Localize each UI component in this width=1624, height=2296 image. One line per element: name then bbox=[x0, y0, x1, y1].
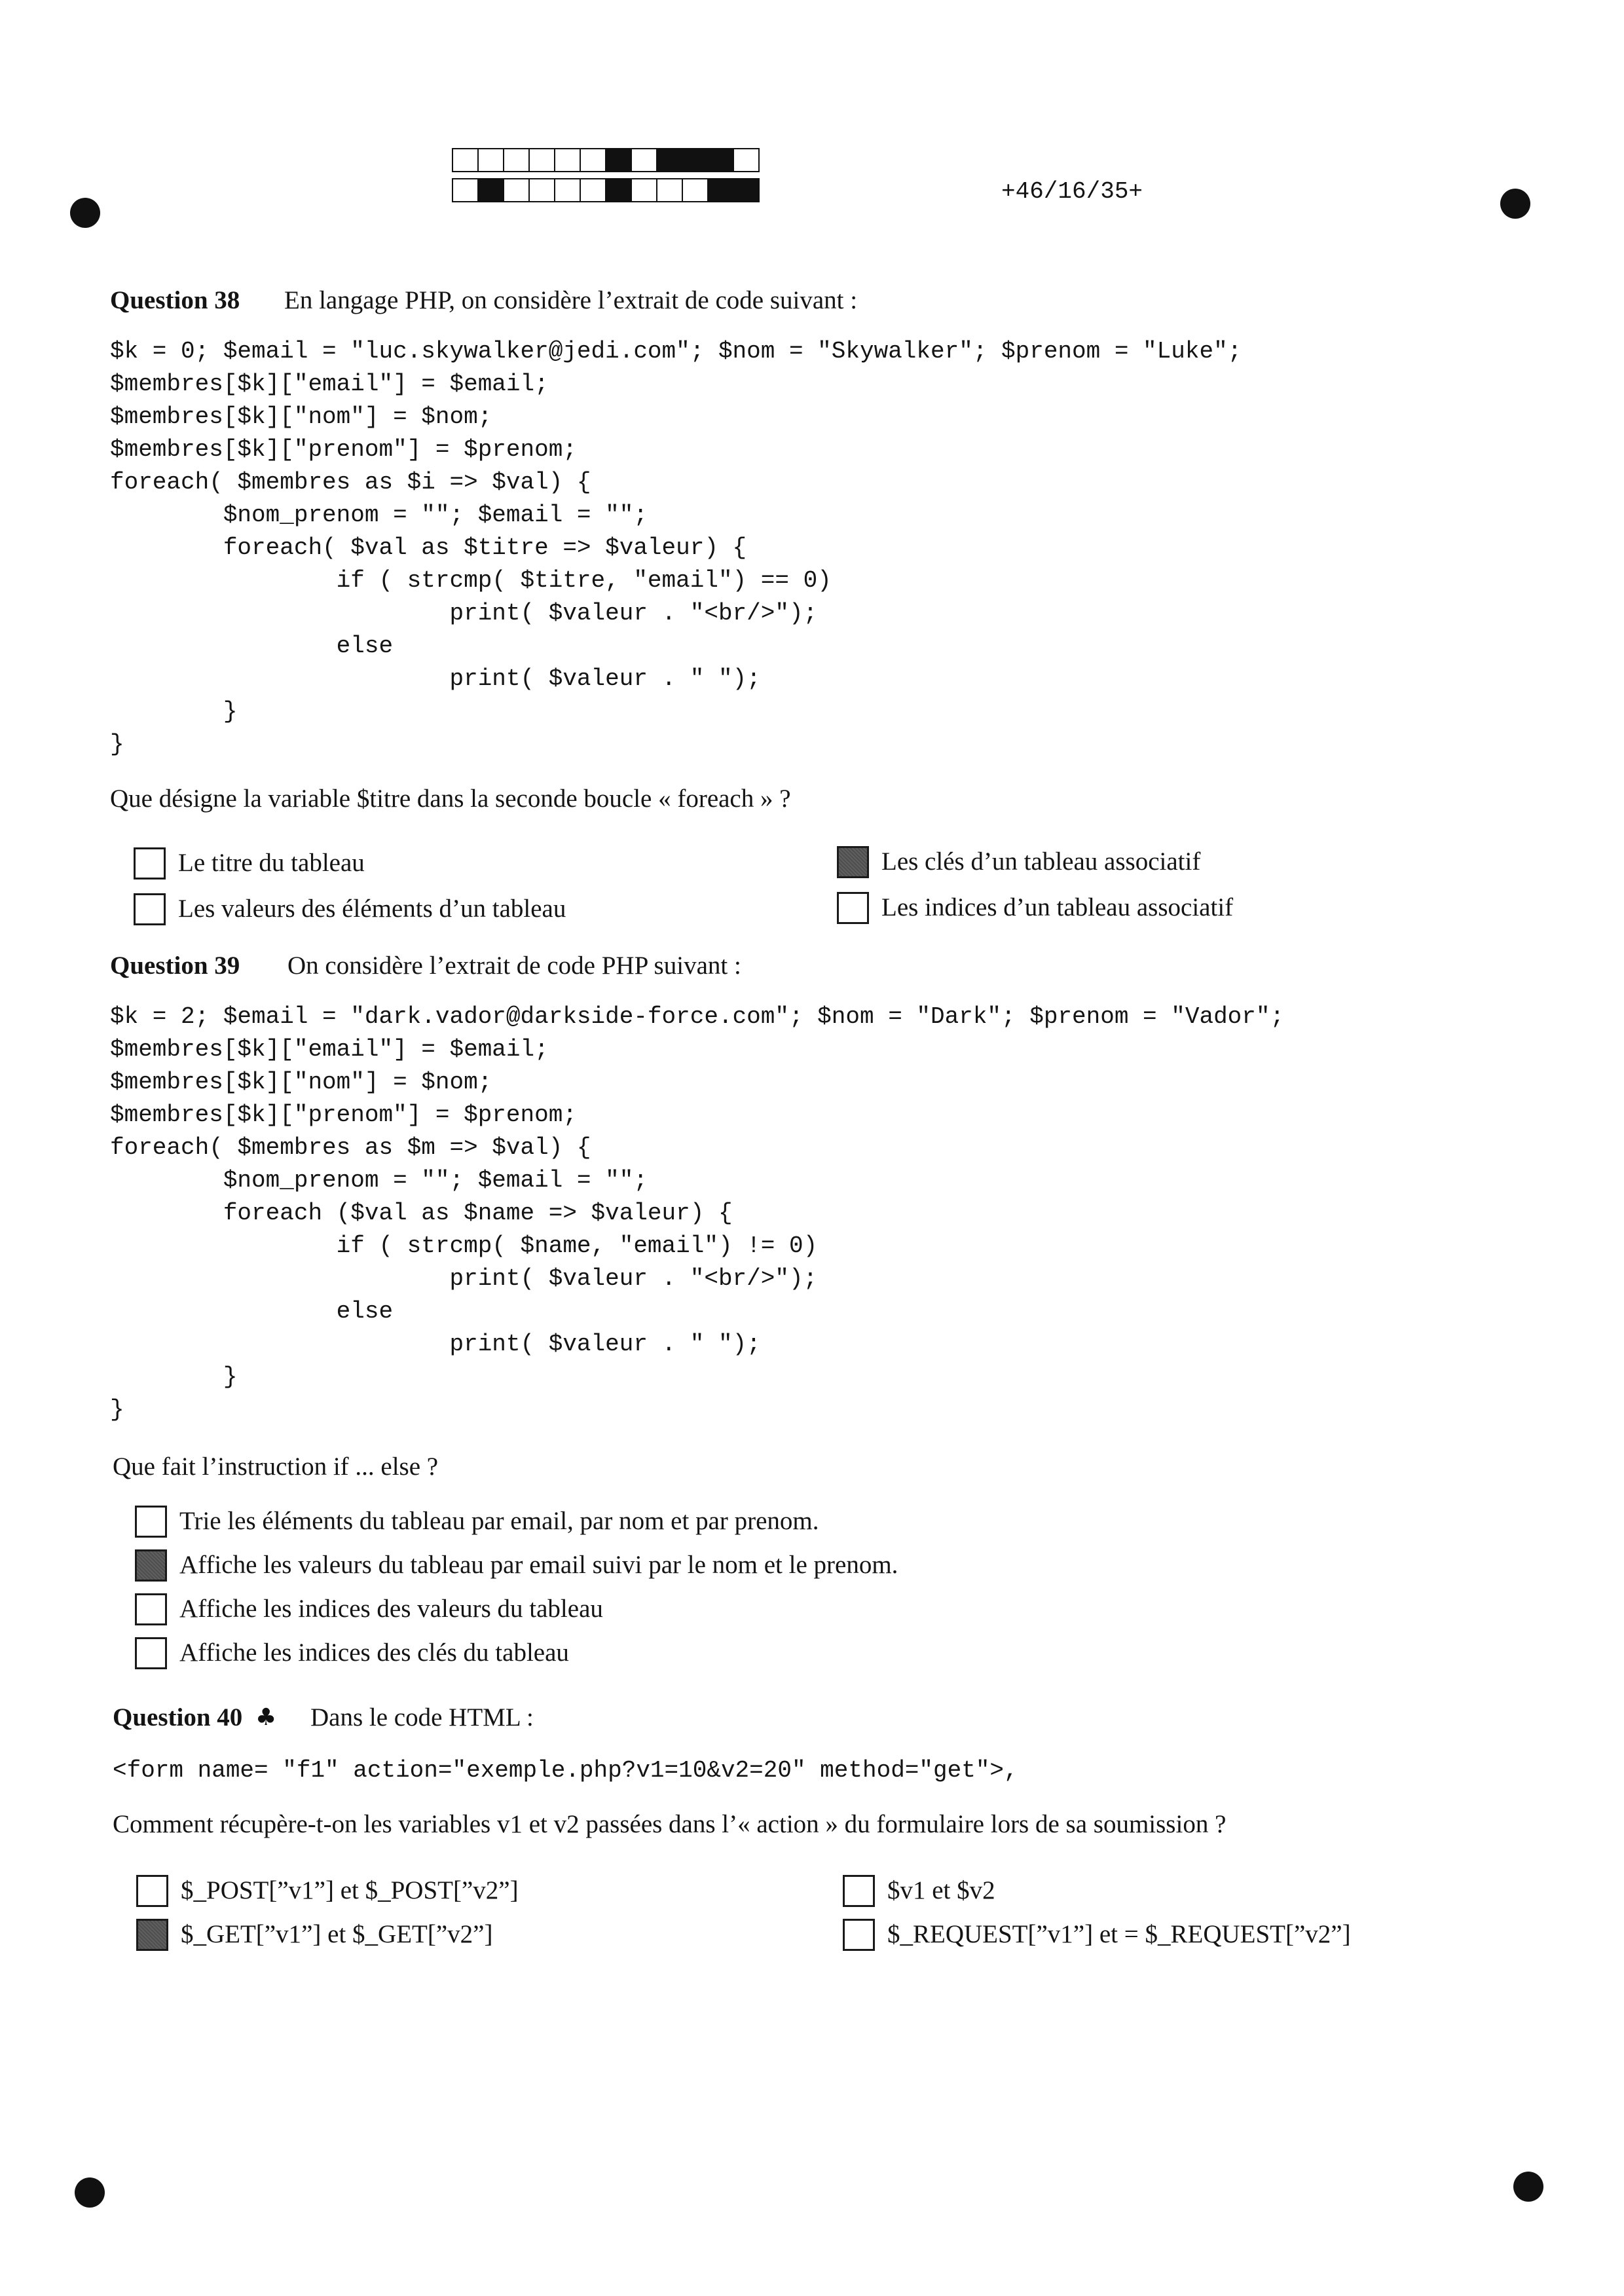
club-icon: ♣ bbox=[255, 1704, 277, 1731]
barcode-cell-empty bbox=[477, 148, 504, 172]
barcode-cell-filled bbox=[656, 148, 683, 172]
answer-label: Le titre du tableau bbox=[178, 849, 365, 877]
answer-checkbox[interactable] bbox=[843, 1875, 875, 1907]
answer-option bbox=[134, 893, 566, 925]
question-intro: On considère l’extrait de code PHP suivant : bbox=[287, 952, 741, 980]
barcode-cell-empty bbox=[580, 148, 606, 172]
answer-option bbox=[134, 847, 365, 880]
code-line: $membres[$k]["prenom"] = $prenom; bbox=[110, 1102, 577, 1128]
answer-checkbox[interactable] bbox=[136, 1875, 168, 1907]
page-code: +46/16/35+ bbox=[1001, 178, 1143, 205]
answer-label: $_REQUEST[”v1”] et = $_REQUEST[”v2”] bbox=[887, 1920, 1351, 1948]
answer-checkbox[interactable] bbox=[135, 1637, 167, 1669]
registration-mark-top-right bbox=[1500, 189, 1530, 219]
code-line: foreach ($val as $name => $valeur) { bbox=[110, 1200, 733, 1227]
answer-checkbox[interactable] bbox=[135, 1549, 167, 1582]
answer-label: Les clés d’un tableau associatif bbox=[881, 847, 1201, 876]
question-prompt: Que désigne la variable $titre dans la seconde boucle « foreach » ? bbox=[110, 785, 791, 813]
barcode-cell-empty bbox=[580, 178, 606, 202]
code-line: foreach( $membres as $i => $val) { bbox=[110, 469, 591, 496]
code-line: $membres[$k]["prenom"] = $prenom; bbox=[110, 436, 577, 463]
answer-label: Affiche les indices des clés du tableau bbox=[179, 1639, 569, 1667]
barcode-cell-filled bbox=[682, 148, 709, 172]
code-line: else bbox=[110, 1298, 394, 1325]
barcode-cell-empty bbox=[631, 148, 657, 172]
answer-option bbox=[136, 1918, 492, 1951]
code-line: $k = 2; $email = "dark.vador@darkside-force.com"; $nom = "Dark"; $prenom = "Vador"; bbox=[110, 1003, 1285, 1030]
question-prompt: Comment récupère-t-on les variables v1 et v2 passées dans l’« action » du formulaire lors de sa soumission ? bbox=[113, 1810, 1227, 1838]
answer-label: $v1 et $v2 bbox=[887, 1876, 995, 1904]
code-line: if ( strcmp( $name, "email") != 0) bbox=[110, 1232, 818, 1259]
answer-checkbox[interactable] bbox=[843, 1919, 875, 1951]
barcode-cell-empty bbox=[554, 178, 581, 202]
barcode-cell-filled bbox=[605, 148, 632, 172]
question-intro: Dans le code HTML : bbox=[310, 1703, 534, 1731]
answer-checkbox[interactable] bbox=[136, 1919, 168, 1951]
barcode-cell-filled bbox=[707, 178, 734, 202]
code-line: $membres[$k]["nom"] = $nom; bbox=[110, 403, 492, 430]
barcode-cell-empty bbox=[452, 148, 479, 172]
answer-option bbox=[135, 1549, 898, 1582]
barcode-cell-empty bbox=[452, 178, 479, 202]
barcode-cell-empty bbox=[503, 148, 530, 172]
barcode-cell-filled bbox=[733, 178, 760, 202]
answer-option bbox=[136, 1874, 519, 1907]
registration-mark-bottom-right bbox=[1513, 2172, 1543, 2202]
barcode-cell-filled bbox=[707, 148, 734, 172]
question-label: Question 39 bbox=[110, 952, 240, 980]
barcode-cell-empty bbox=[682, 178, 709, 202]
code-line: print( $valeur . " "); bbox=[110, 665, 761, 692]
barcode-cell-empty bbox=[631, 178, 657, 202]
code-block bbox=[110, 1001, 1284, 1426]
answer-label: Affiche les indices des valeurs du tableau bbox=[179, 1595, 603, 1623]
code-line: print( $valeur . " "); bbox=[110, 1331, 761, 1358]
answer-label: $_GET[”v1”] et $_GET[”v2”] bbox=[181, 1920, 493, 1948]
code-line: } bbox=[110, 698, 238, 725]
answer-option bbox=[843, 1918, 1351, 1951]
code-line: $membres[$k]["email"] = $email; bbox=[110, 371, 549, 398]
registration-mark-top-left bbox=[70, 198, 100, 228]
answer-checkbox[interactable] bbox=[134, 847, 166, 880]
barcode-row-bottom bbox=[453, 178, 760, 202]
barcode-cell-empty bbox=[733, 148, 760, 172]
code-line: else bbox=[110, 633, 394, 659]
answer-option bbox=[837, 845, 1200, 878]
code-line: $k = 0; $email = "luc.skywalker@jedi.com"; $nom = "Skywalker"; $prenom = "Luke"; bbox=[110, 338, 1242, 365]
barcode-cell-empty bbox=[528, 178, 555, 202]
barcode-cell-empty bbox=[528, 148, 555, 172]
code-line: $membres[$k]["nom"] = $nom; bbox=[110, 1069, 492, 1096]
answer-label: Les indices d’un tableau associatif bbox=[881, 893, 1234, 921]
code-line: foreach( $val as $titre => $valeur) { bbox=[110, 534, 747, 561]
barcode-cell-empty bbox=[554, 148, 581, 172]
answer-option bbox=[843, 1874, 995, 1907]
question-label: Question 38 bbox=[110, 286, 240, 314]
answer-checkbox[interactable] bbox=[135, 1593, 167, 1625]
barcode-cell-filled bbox=[605, 178, 632, 202]
code-line: print( $valeur . "<br/>"); bbox=[110, 1265, 818, 1292]
question-label: Question 40 bbox=[113, 1703, 243, 1731]
barcode-cell-empty bbox=[656, 178, 683, 202]
answer-option bbox=[135, 1637, 569, 1669]
code-block bbox=[113, 1754, 1018, 1787]
code-line: } bbox=[110, 731, 124, 758]
code-line: if ( strcmp( $titre, "email") == 0) bbox=[110, 567, 832, 594]
answer-checkbox[interactable] bbox=[837, 846, 869, 878]
answer-label: Affiche les valeurs du tableau par email suivi par le nom et le prenom. bbox=[179, 1551, 898, 1579]
barcode-row-top bbox=[453, 148, 760, 172]
answer-option bbox=[837, 891, 1233, 924]
code-line: <form name= "f1" action="exemple.php?v1=10&v2=20" method="get">, bbox=[113, 1757, 1018, 1784]
code-line: } bbox=[110, 1363, 238, 1390]
code-line: foreach( $membres as $m => $val) { bbox=[110, 1134, 591, 1161]
answer-option bbox=[135, 1505, 819, 1538]
answer-label: Les valeurs des éléments d’un tableau bbox=[178, 895, 566, 923]
answer-label: Trie les éléments du tableau par email, par nom et par prenom. bbox=[179, 1507, 819, 1535]
code-line: $membres[$k]["email"] = $email; bbox=[110, 1036, 549, 1063]
answer-checkbox[interactable] bbox=[135, 1506, 167, 1538]
answer-checkbox[interactable] bbox=[134, 893, 166, 925]
question-prompt: Que fait l’instruction if ... else ? bbox=[113, 1453, 439, 1481]
barcode-cell-filled bbox=[477, 178, 504, 202]
barcode-cell-empty bbox=[503, 178, 530, 202]
registration-mark-bottom-left bbox=[75, 2177, 105, 2208]
code-line: $nom_prenom = ""; $email = ""; bbox=[110, 1167, 648, 1194]
code-block bbox=[110, 335, 1242, 761]
code-line: $nom_prenom = ""; $email = ""; bbox=[110, 502, 648, 528]
question-intro: En langage PHP, on considère l’extrait de code suivant : bbox=[284, 286, 858, 314]
code-line: print( $valeur . "<br/>"); bbox=[110, 600, 818, 627]
answer-option bbox=[135, 1593, 603, 1625]
answer-label: $_POST[”v1”] et $_POST[”v2”] bbox=[181, 1876, 519, 1904]
code-line: } bbox=[110, 1396, 124, 1423]
answer-checkbox[interactable] bbox=[837, 892, 869, 924]
